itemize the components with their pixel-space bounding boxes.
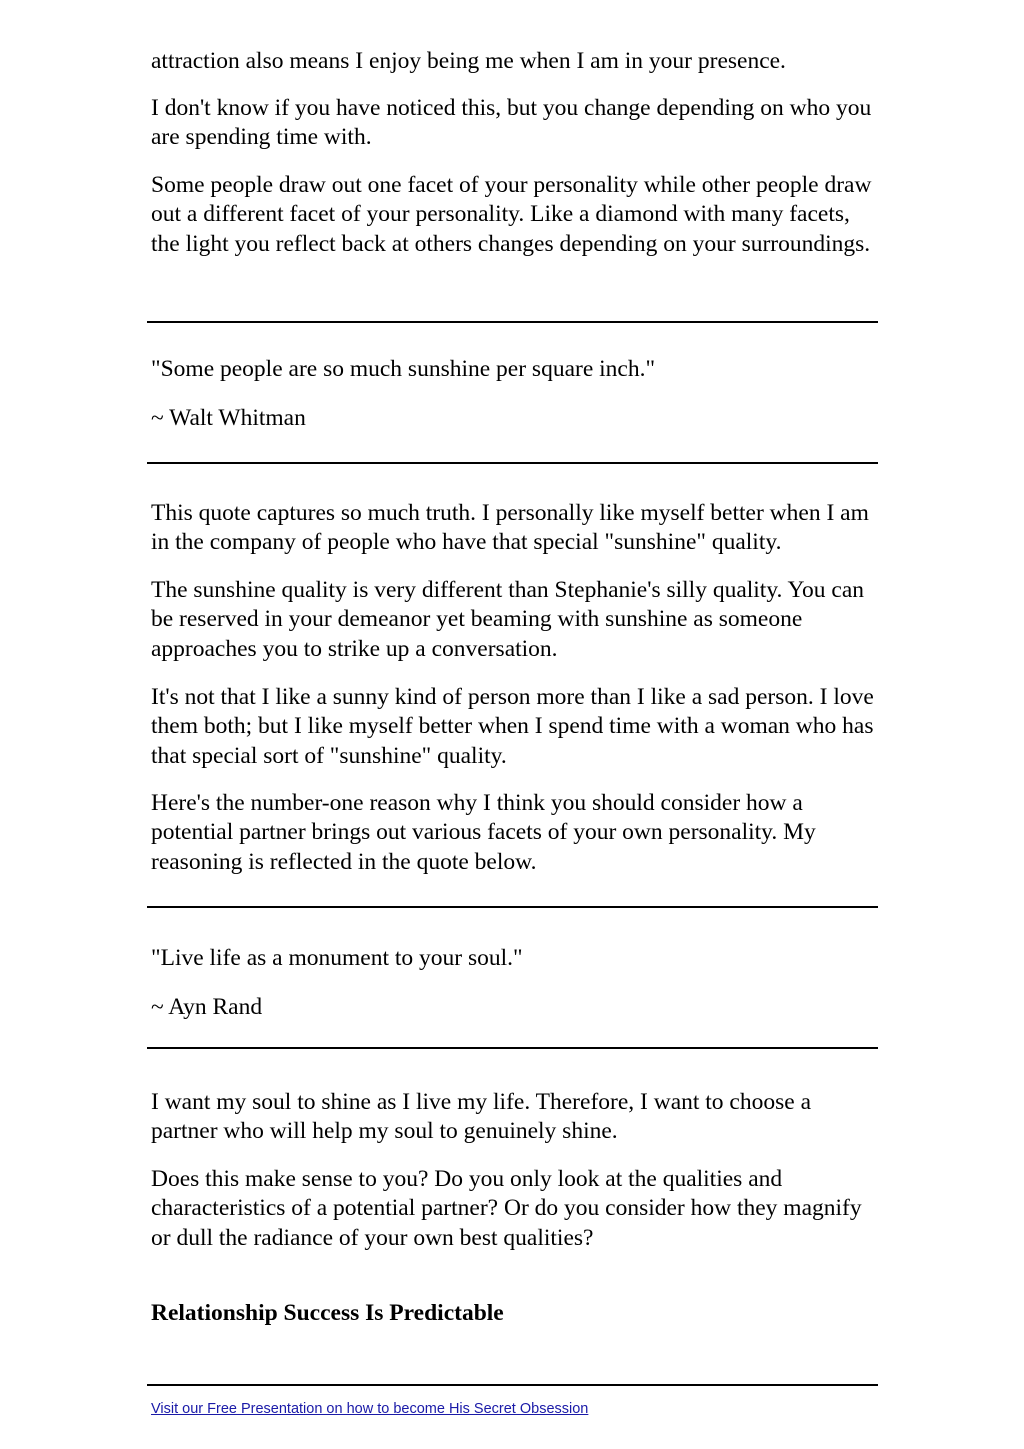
quote-text: "Some people are so much sunshine per square inch." [151, 356, 656, 382]
paragraph-sunshine-quality: The sunshine quality is very different than Stephanie's silly quality. You can be reserved in your demeanor yet beaming with sunshine as someone approaches you to strike up a conversation. [151, 577, 865, 662]
quote-divider-top [147, 321, 878, 323]
quote-author: ~ Ayn Rand [151, 994, 263, 1020]
paragraph-quote-truth: This quote captures so much truth. I personally like myself better when I am in the company of people who have that special "sunshine" quality. [151, 500, 869, 556]
quote-text: "Live life as a monument to your soul." [151, 945, 523, 971]
paragraph-soul-shine: I want my soul to shine as I live my life. Therefore, I want to choose a partner who will help my soul to genuinely shine. [151, 1089, 811, 1145]
quote-divider-bottom [147, 1047, 878, 1049]
footer-divider [147, 1384, 878, 1386]
quote-author: ~ Walt Whitman [151, 405, 306, 431]
paragraph-does-this-make-sense: Does this make sense to you? Do you only look at the qualities and characteristics of a potential partner? Or do you consider how they magnify or dull the radiance of your own best qualities? [151, 1166, 862, 1251]
quote-divider-top [147, 906, 878, 908]
paragraph-facets: Some people draw out one facet of your personality while other people draw out a different facet of your personality. Like a diamond with many facets, the light you reflect back at others changes depending on your surroundings. [151, 172, 872, 257]
paragraph-sunny-person: It's not that I like a sunny kind of person more than I like a sad person. I love them both; but I like myself better when I spend time with a woman who has that special sort of "sunshine" quality. [151, 684, 874, 769]
paragraph-attraction: attraction also means I enjoy being me when I am in your presence. [151, 48, 786, 74]
paragraph-change: I don't know if you have noticed this, but you change depending on who you are spending time with. [151, 95, 872, 151]
section-heading: Relationship Success Is Predictable [151, 1300, 504, 1326]
quote-divider-bottom [147, 462, 878, 464]
free-presentation-link[interactable]: Visit our Free Presentation on how to become His Secret Obsession [151, 1401, 589, 1417]
paragraph-number-one-reason: Here's the number-one reason why I think you should consider how a potential partner brings out various facets of your own personality. My reasoning is reflected in the quote below. [151, 790, 816, 875]
